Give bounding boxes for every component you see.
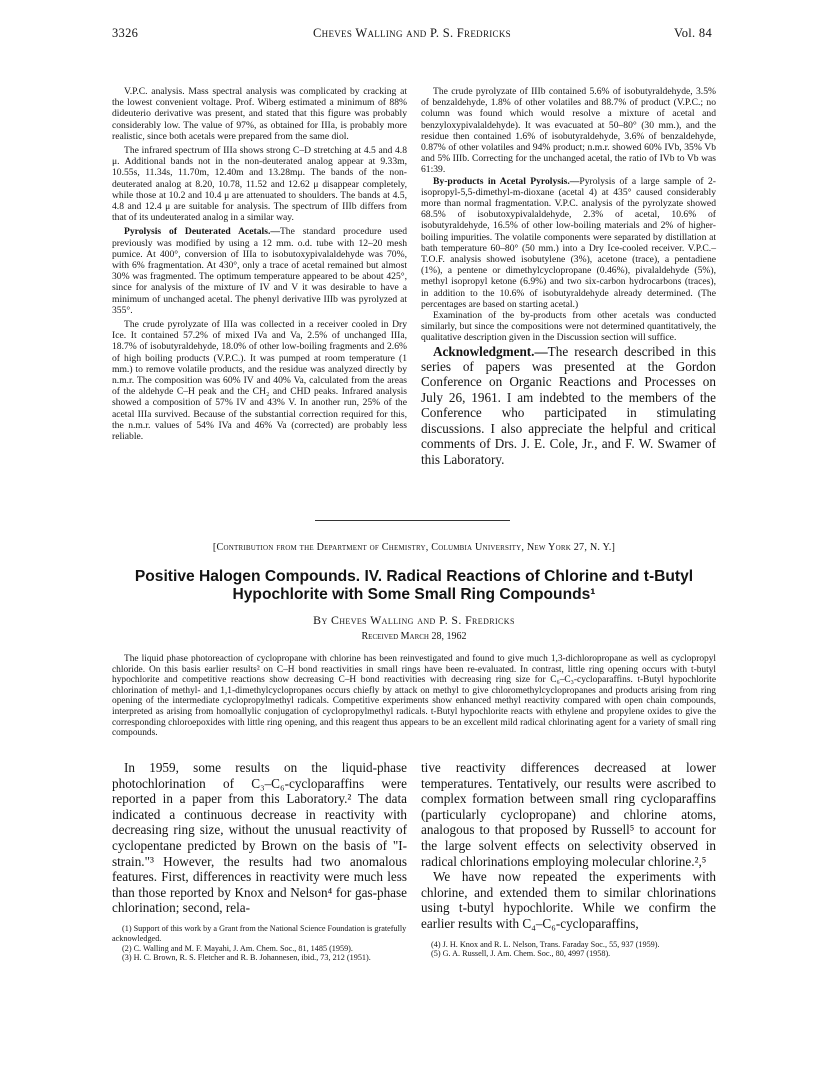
paragraph-text: The standard procedure used previously was modified by using a 12 mm. o.d. tube with 12–20 mesh pumice. At 400°, conversion of IIIa to isobutoxypivalaldehyde was 70%, with 6% fragmentation. At 430°, only a trace of acetal remained but almost 30% was fragmented. The optimum temperature appeared to be about 425°, since for analysis of the mixture of IV and V it was desirable to have a minimum of unchanged acetal. The phenyl derivative IIIb was pyrolyzed at 355°. [112,226,407,316]
abstract [112,654,716,739]
footnote: (2) C. Walling and M. F. Mayahi, J. Am. Chem. Soc., 81, 1485 (1959). [122,943,353,953]
footnote: (3) H. C. Brown, R. S. Fletcher and R. B. Johannesen, ibid., 73, 212 (1951). [122,953,371,963]
paragraph: We have now repeated the experiments with chlorine, and extended them to similar chlorinations using t-butyl hypochlorite. While we confirm the earlier results with C₄–C₆-cycloparaffins, [421,869,716,931]
page-number: 3326 [112,26,139,40]
section-heading: By-products in Acetal Pyrolysis.— [433,175,580,187]
previous-article-right-column [421,86,716,467]
previous-article-left-column [112,86,407,442]
paragraph-text: Pyrolysis of a large sample of 2-isopropyl-5,5-dimethyl-m-dioxane (acetal 4) at 435° caused considerably more than normal fragmentation. V.P.C. analysis of the pyrolyzate showed 68.5% of isobutoxypivalaldehyde, 2.3% of acetal, 10.6% of isobutyraldehyde, 16.5% of other low-boiling materials and 2% of higher-boiling impurities. The volatile components were separated by distillation at bath temperature 60–80° (50 mm.) into a Dry Ice-cooled receiver. V.P.C.–T.O.F. analysis showed isobutylene (3%), acetone (trace), a pentadiene (1%), a pentene or dimethylcyclopropane (0.46%), pivalaldehyde (5%), methyl isopropyl ketone (6.9%) and two six-carbon hydrocarbons (traces), in addition to the 10.6% of isobutyraldehyde already determined. (The percentages are based on starting acetal.) [421,175,716,310]
paragraph: V.P.C. analysis. Mass spectral analysis was complicated by cracking at the lowest convenient voltage. Prof. Wiberg estimated a minimum of 88% dideuterio derivative was present, and stated that this figure was probably considerably low. The value of 97%, as obtained for IIIa, is probably more realistic, since both acetals were prepared from the same diol. [112,86,407,142]
paragraph: The crude pyrolyzate of IIIb contained 5.6% of isobutyraldehyde, 3.5% of benzaldehyde, 1.8% of other volatiles and 88.7% of product (V.P.C.; no column was found which would resolve a mixture of acetal and benzyloxypivalaldehyde). It was evacuated at 50–80° (30 mm.), and the residue then contained 1.6% of isobutyraldehyde, 3.6% of benzaldehyde, 0.87% of other volatiles and 94% product; n.m.r. showed 60% IVb, 35% Vb and 5% IIIb. Correcting for the unchanged acetal, the ratio of IVb to Vb was 61:39. [421,86,716,176]
article-separator-rule [315,520,510,521]
body-right-column [421,760,716,959]
section-heading: Pyrolysis of Deuterated Acetals.— [124,226,280,238]
footnotes [421,940,716,960]
byline: By Cheves Walling and P. S. Fredricks [313,613,515,627]
footnotes [112,924,407,963]
paragraph: The infrared spectrum of IIIa shows strong C–D stretching at 4.5 and 4.8 μ. Additional bands not in the non-deuterated analog appear at 9.33m, 10.55s, 11.34s, 11.70m, 12.40m and 13.28mμ. The bands of the non-deuterated analog at 8.20, 10.78, 11.52 and 12.62 μ disappear completely, while those at 10.2 and 10.4 μ are attenuated to shoulders. The bands at 4.5, 4.8 and 12.4 μ are suitable for analysis. The spectrum of IIIb differs from that of its undeuterated analog in a similar way. [112,145,407,224]
paragraph: In 1959, some results on the liquid-phase photochlorination of C₃–C₆-cycloparaffins were reported in a paper from this Laboratory.² The data indicated a continuous decrease in reactivity with decreasing ring size, without the unusual reactivity of cyclopentane predicted by Brown on the basis of "I-strain."³ However, the results had two anomalous features. First, differences in reactivity were much less than those reported by Knox and Nelson⁴ for gas-phase chlorination; second, rela- [112,760,407,916]
paragraph: tive reactivity differences decreased at lower temperatures. Tentatively, our results were ascribed to complex formation between small ring cycloparaffins (particularly cyclopropane) and chlorine atoms, analogous to that proposed by Russell⁵ to account for the large solvent effects on selectivity observed in radical chlorinations employing molecular chlorine.²,⁵ [421,760,716,869]
running-title: Cheves Walling and P. S. Fredricks [313,26,511,40]
acknowledgment-text: The research described in this series of papers was presented at the Gordon Conference on Organic Reactions and Processes on July 26, 1961. I am indebted to the members of the Conference who participated in stimulating discussions. I also appreciate the helpful and critical comments of Drs. J. E. Cole, Jr., and F. W. Swamer of this Laboratory. [421,343,716,467]
acknowledgment [421,344,716,467]
paragraph: Examination of the by-products from other acetals was conducted similarly, but since the compositions were not determined quantitatively, the qualitative description given in the Discussion section will suffice. [421,310,716,344]
footnote: (4) J. H. Knox and R. L. Nelson, Trans. Faraday Soc., 55, 937 (1959). [431,939,660,949]
acknowledgment-heading: Acknowledgment.— [433,343,548,359]
received-date: Received March 28, 1962 [361,631,467,642]
paragraph: The crude pyrolyzate of IIIa was collected in a receiver cooled in Dry Ice. It contained 57.2% of mixed IVa and Va, 2.5% of unchanged IIIa, 18.7% of isobutyraldehyde, 18.0% of other low-boiling fragments and 2.6% of high boiling products (V.P.C.). It was pumped at room temperature (1 mm.) to remove volatile products, and the residue was analyzed directly by n.m.r. The composition was 60% IV and 40% Va, calculated from the areas of the aldehyde C–H peak and the CH₂ and CHD peaks. Infrared analysis showed a composition of 57% IV and 43% V. In another run, 25% of the acetal IIIa survived. Because of the substantial correction required for this, the n.m.r. values of 54% IVa and 46% Va (corrected) are probably less reliable. [112,319,407,443]
paragraph [112,226,407,316]
paragraph [421,176,716,310]
contribution-line: [Contribution from the Department of Chemistry, Columbia University, New York 27, N. Y.] [212,542,616,553]
body-left-column [112,760,407,963]
abstract-text: The liquid phase photoreaction of cyclopropane with chlorine has been reinvestigated and found to give much 1,3-dichloropropane as well as cyclopropyl chloride. On this basis earlier results² on C–H bond reactivities in small rings have been re-evaluated. In contrast, little ring opening occurs with t-butyl hypochlorite and competitive reactions show decreasing C–H bond reactivities with decreasing ring size for C₆–C₃-cycloparaffins. t-Butyl hypochlorite chlorination of methyl- and 1,1-dimethylcyclopropanes occurs chiefly by attack on methyl to give chloromethylcyclopropanes and products arising from ring opening of the intermediate cyclopropylmethyl radicals. Competitive experiments show enhanced methyl reactivity compared with open chain compounds, interpreted as arising from homoallylic conjugation of cyclopropylmethyl radicals. t-Butyl hypochlorite reacts with ethylene and propylene oxides to give the corresponding chloroepoxides with little ring opening, and this reagent thus appears to be an excellent mild radical chlorinating agent for a variety of small ring compounds. [112,654,716,739]
footnote: (5) G. A. Russell, J. Am. Chem. Soc., 80, 4997 (1958). [431,949,611,959]
footnote: (1) Support of this work by a Grant from the National Science Foundation is gratefully acknowledged. [112,923,407,943]
volume-label: Vol. 84 [674,26,712,40]
article-title: Positive Halogen Compounds. IV. Radical Reactions of Chlorine and t-Butyl Hypochlorite with Some Small Ring Compounds¹ [134,568,694,603]
